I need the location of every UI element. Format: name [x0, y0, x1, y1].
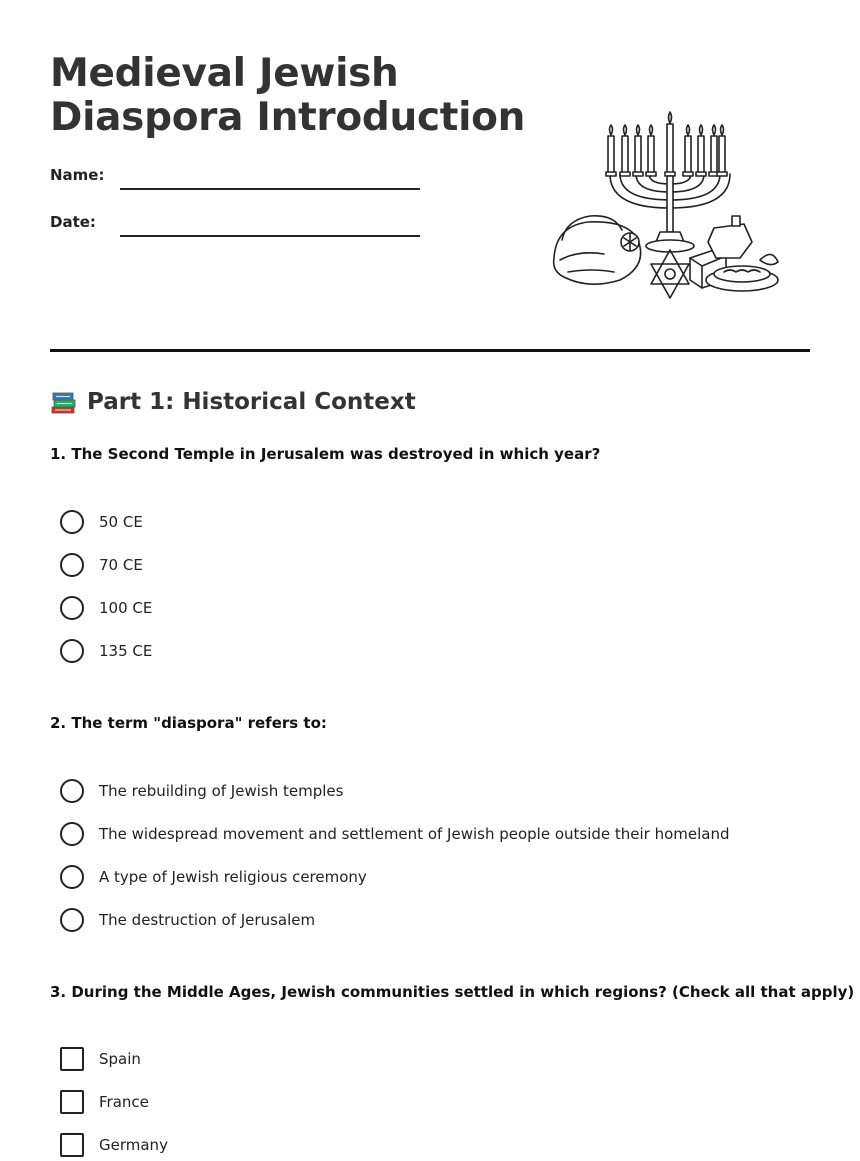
- q1-option-4[interactable]: [60, 638, 152, 664]
- option-label: Germany: [99, 1136, 168, 1154]
- menorah-illustration-icon: [548, 108, 782, 310]
- q3-option-3[interactable]: [60, 1132, 168, 1158]
- option-label: A type of Jewish religious ceremony: [99, 868, 367, 886]
- header-divider: [50, 349, 810, 352]
- date-field: [50, 213, 420, 231]
- date-line[interactable]: [120, 234, 420, 237]
- name-field: [50, 166, 420, 184]
- checkbox[interactable]: [60, 1047, 84, 1071]
- worksheet-title: [50, 52, 525, 140]
- q3-option-1[interactable]: [60, 1046, 141, 1072]
- q2-option-4[interactable]: [60, 907, 315, 933]
- q2-option-2[interactable]: [60, 821, 730, 847]
- option-label: 100 CE: [99, 599, 153, 617]
- checkbox[interactable]: [60, 1090, 84, 1114]
- option-label: 70 CE: [99, 556, 143, 574]
- radio-button[interactable]: [60, 639, 84, 663]
- section-heading-text: Part 1: Historical Context: [87, 389, 416, 415]
- radio-button[interactable]: [60, 596, 84, 620]
- radio-button[interactable]: [60, 553, 84, 577]
- option-label: France: [99, 1093, 149, 1111]
- option-label: The destruction of Jerusalem: [99, 911, 316, 929]
- q1-option-3[interactable]: [60, 595, 152, 621]
- question-1: 1. The Second Temple in Jerusalem was destroyed in which year?: [50, 445, 601, 463]
- books-icon: [50, 388, 78, 416]
- name-label: Name:: [50, 166, 105, 184]
- q1-option-2[interactable]: [60, 552, 143, 578]
- radio-button[interactable]: [60, 865, 84, 889]
- radio-button[interactable]: [60, 510, 84, 534]
- question-3: 3. During the Middle Ages, Jewish communities settled in which regions? (Check all that apply): [50, 983, 855, 1001]
- option-label: The widespread movement and settlement of Jewish people outside their homeland: [99, 825, 730, 843]
- radio-button[interactable]: [60, 822, 84, 846]
- name-line[interactable]: [120, 187, 420, 190]
- q1-option-1[interactable]: [60, 509, 143, 535]
- q2-option-3[interactable]: [60, 864, 367, 890]
- date-label: Date:: [50, 213, 96, 231]
- q2-option-1[interactable]: [60, 778, 343, 804]
- title-line-1: Medieval Jewish: [50, 51, 399, 96]
- title-line-2: Diaspora Introduction: [50, 95, 526, 140]
- radio-button[interactable]: [60, 779, 84, 803]
- option-label: Spain: [99, 1050, 141, 1068]
- question-2: 2. The term "diaspora" refers to:: [50, 714, 327, 732]
- section-heading: [50, 388, 416, 416]
- checkbox[interactable]: [60, 1133, 84, 1157]
- radio-button[interactable]: [60, 908, 84, 932]
- option-label: 50 CE: [99, 513, 143, 531]
- option-label: 135 CE: [99, 642, 153, 660]
- option-label: The rebuilding of Jewish temples: [99, 782, 344, 800]
- q3-option-2[interactable]: [60, 1089, 149, 1115]
